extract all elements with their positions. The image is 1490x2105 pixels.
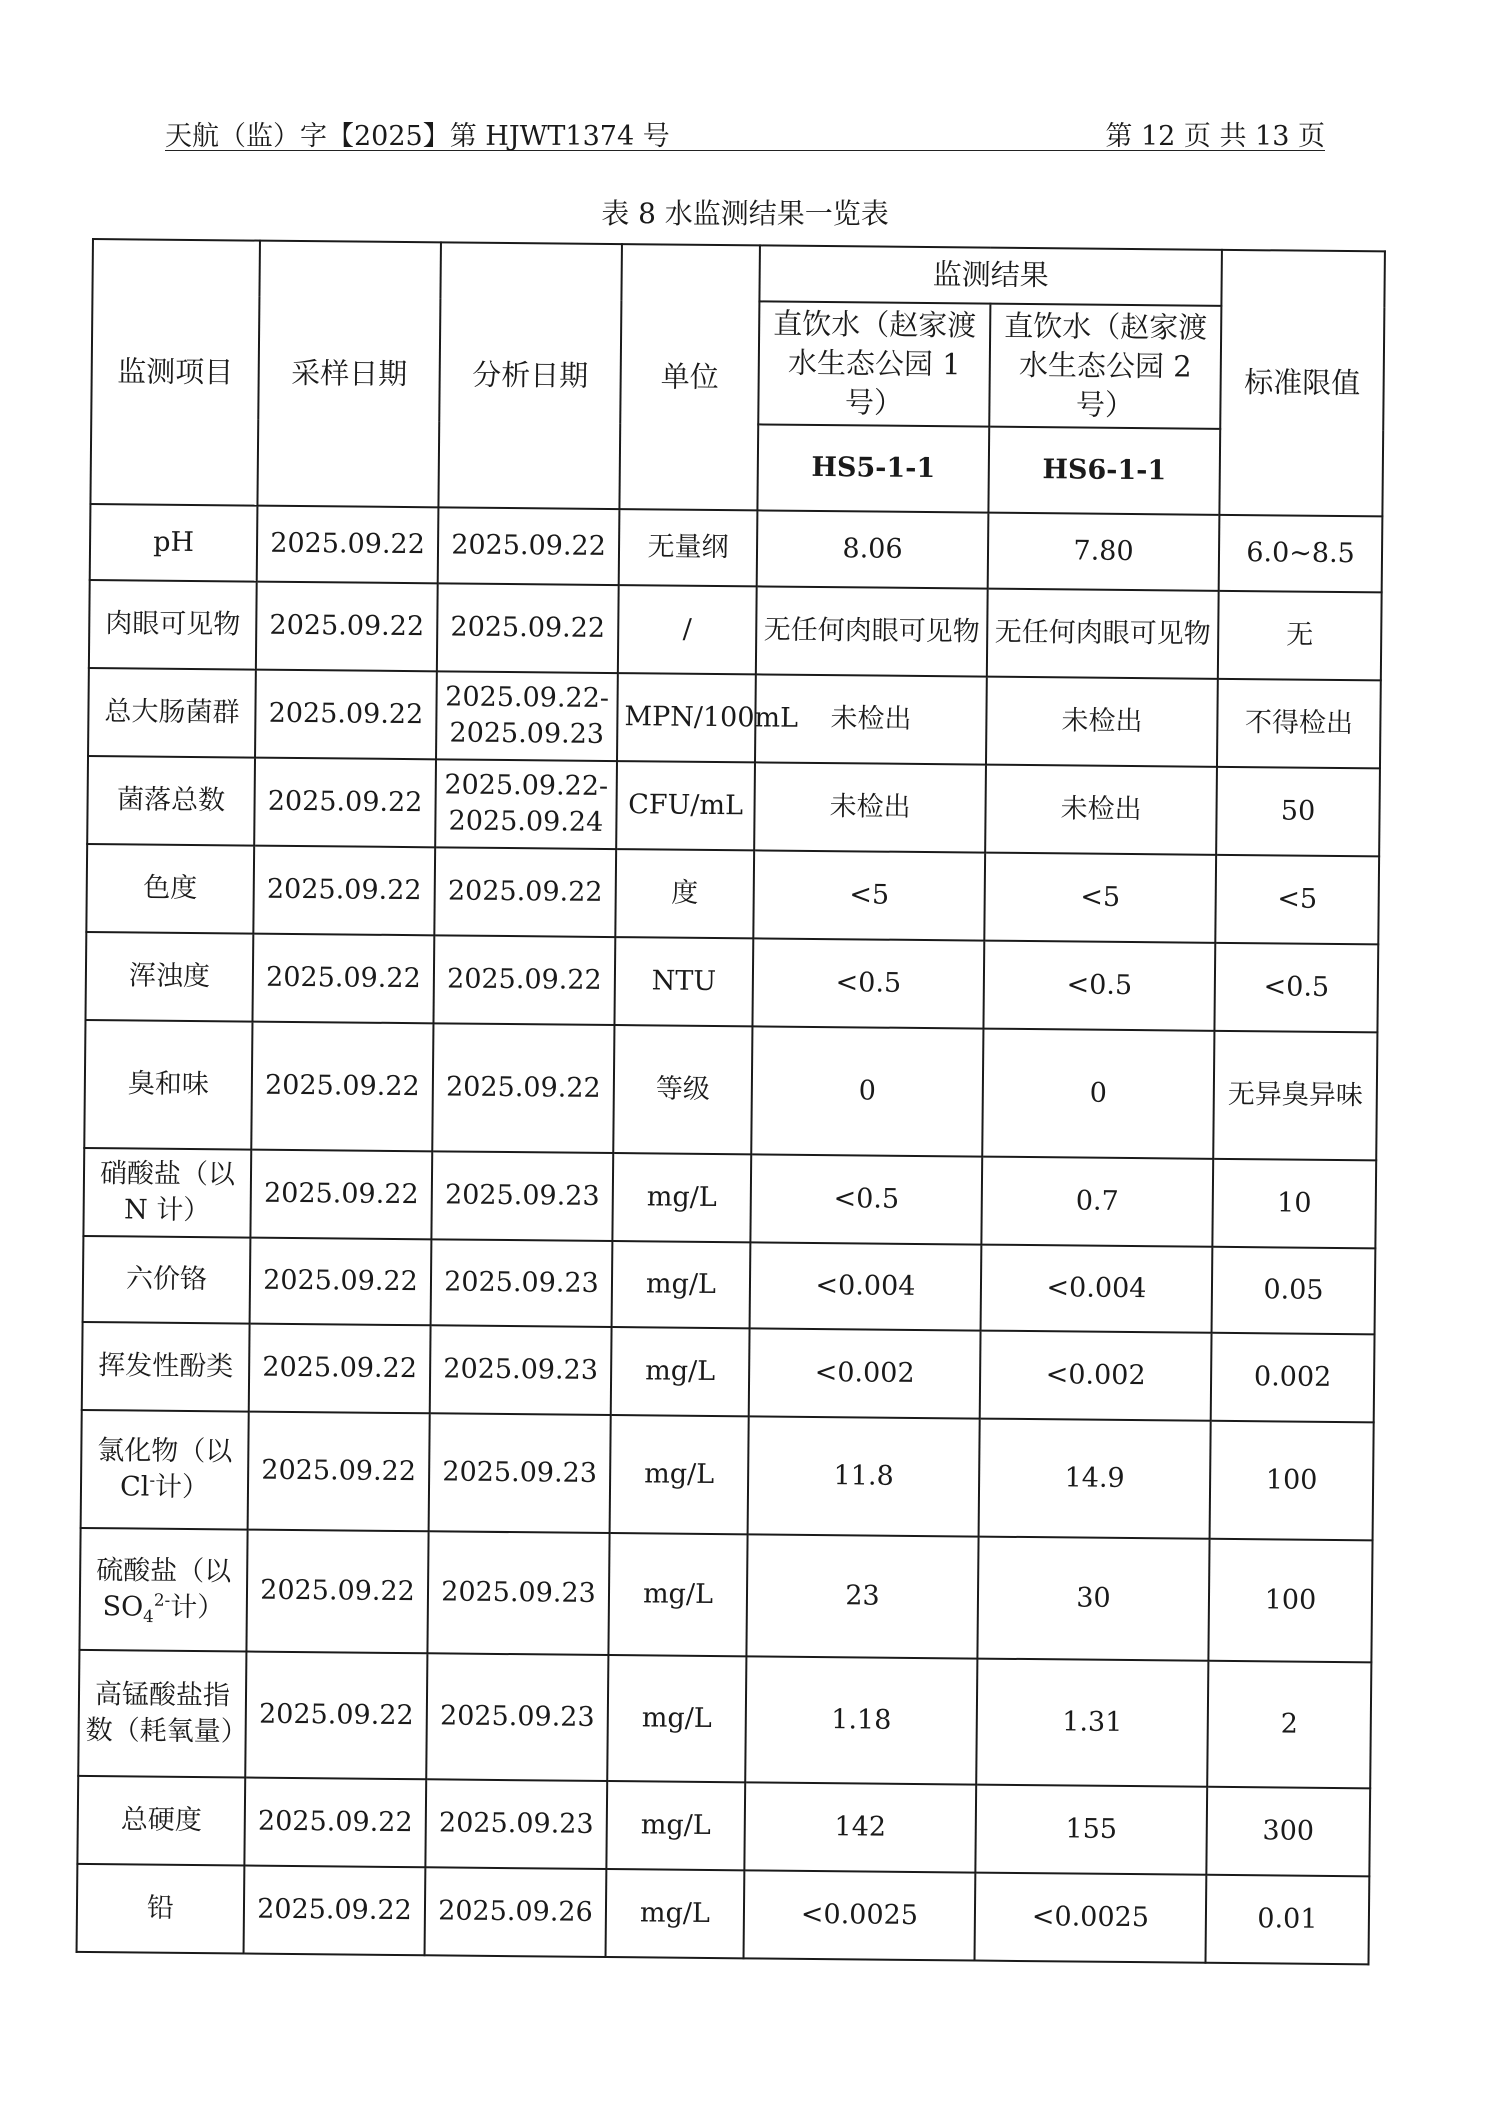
header-unit: 单位: [619, 244, 760, 511]
cell-item: [79, 1528, 247, 1652]
cell-value-2: <5: [984, 853, 1216, 943]
table-row: [77, 1864, 1370, 1964]
cell-unit: mg/L: [612, 1241, 751, 1328]
table-row: [83, 1148, 1376, 1248]
report-number: 天航（监）字【2025】第 HJWT1374 号: [165, 121, 670, 152]
cell-limit: 不得检出: [1217, 679, 1381, 769]
cell-item: 高锰酸盐指数（耗氧量）: [78, 1650, 246, 1778]
cell-value-2: 155: [975, 1785, 1207, 1875]
table-row: [87, 756, 1380, 856]
cell-sample-date: 2025.09.22: [257, 506, 439, 584]
table-row: [85, 932, 1378, 1032]
cell-value-2: 未检出: [985, 765, 1217, 855]
table-row: [90, 504, 1383, 592]
cell-sample-date: 2025.09.22: [253, 846, 435, 936]
cell-value-1: 1.18: [745, 1657, 977, 1785]
cell-analysis-date: 2025.09.23: [431, 1240, 613, 1328]
cell-item: 臭和味: [84, 1020, 252, 1150]
cell-unit: NTU: [614, 937, 753, 1026]
water-monitoring-results-table: [76, 238, 1386, 1966]
cell-sample-date: 2025.09.22: [251, 1022, 433, 1152]
cell-sample-date: 2025.09.22: [248, 1412, 430, 1532]
header-site-2: 直饮水（赵家渡水生态公园 2 号）: [989, 304, 1221, 430]
cell-unit: 无量纲: [619, 509, 758, 586]
table-row: [79, 1528, 1372, 1662]
cell-analysis-date: 2025.09.22: [433, 936, 615, 1026]
header-sample-date: 采样日期: [257, 241, 441, 508]
cell-value-2: 0: [982, 1029, 1214, 1159]
cell-sample-date: 2025.09.22: [256, 582, 438, 672]
cell-unit: /: [618, 585, 757, 674]
cell-sample-date: 2025.09.22: [244, 1866, 426, 1956]
cell-analysis-date: 2025.09.23: [429, 1414, 611, 1534]
item-text: 氯化物（以 Cl: [97, 1435, 233, 1504]
cell-value-1: 142: [744, 1783, 976, 1873]
cell-limit: 2: [1207, 1661, 1371, 1789]
cell-value-2: 30: [977, 1537, 1209, 1661]
cell-value-2: 1.31: [976, 1659, 1208, 1787]
item-superscript: -: [149, 1470, 156, 1491]
cell-limit: <0.5: [1214, 943, 1378, 1033]
table-row: [89, 580, 1382, 680]
cell-value-2: 未检出: [986, 677, 1218, 767]
cell-limit: 100: [1210, 1421, 1374, 1541]
cell-unit: mg/L: [611, 1327, 750, 1416]
cell-limit: 0.002: [1211, 1333, 1375, 1423]
cell-sample-date: 2025.09.22: [254, 758, 436, 848]
cell-value-1: 未检出: [754, 763, 986, 853]
cell-value-1: <5: [753, 851, 985, 941]
item-text-end: 计）: [170, 1592, 225, 1624]
item-text-end: 计）: [154, 1472, 210, 1504]
cell-sample-date: 2025.09.22: [250, 1238, 432, 1326]
page-number: 第 12 页 共 13 页: [1105, 121, 1325, 152]
cell-analysis-date: 2025.09.22: [437, 584, 619, 674]
cell-limit: <5: [1215, 855, 1379, 945]
cell-sample-date: 2025.09.22: [252, 934, 434, 1024]
item-subscript: 4: [143, 1606, 154, 1627]
cell-value-2: 7.80: [988, 513, 1220, 591]
cell-value-1: 23: [746, 1535, 978, 1659]
cell-unit: 等级: [613, 1025, 752, 1154]
cell-limit: 0.05: [1212, 1247, 1376, 1335]
cell-item: pH: [90, 504, 258, 582]
cell-item: 色度: [86, 844, 254, 934]
cell-limit: 50: [1216, 767, 1380, 857]
cell-analysis-date: 2025.09.22-2025.09.23: [436, 672, 618, 762]
cell-value-2: <0.0025: [975, 1873, 1207, 1963]
cell-limit: 无: [1218, 591, 1382, 681]
table-row: [77, 1776, 1370, 1876]
cell-limit: 300: [1206, 1787, 1370, 1877]
header-item: 监测项目: [90, 239, 260, 506]
cell-unit: CFU/mL: [616, 761, 755, 850]
cell-analysis-date: 2025.09.23: [430, 1326, 612, 1416]
cell-value-1: 8.06: [757, 511, 989, 589]
header-results: 监测结果: [759, 245, 1222, 305]
cell-unit: mg/L: [607, 1655, 746, 1782]
cell-limit: 0.01: [1206, 1875, 1370, 1965]
table-row: [83, 1236, 1376, 1334]
table-row: [86, 844, 1379, 944]
cell-item: 肉眼可见物: [89, 580, 257, 670]
cell-limit: 100: [1208, 1539, 1372, 1663]
header-code-1: HS5-1-1: [757, 425, 989, 513]
cell-sample-date: 2025.09.22: [249, 1324, 431, 1414]
cell-unit: mg/L: [608, 1533, 747, 1656]
cell-limit: 无异臭异味: [1213, 1031, 1377, 1161]
cell-unit: mg/L: [606, 1781, 745, 1870]
item-superscript: 2-: [153, 1590, 171, 1611]
cell-item: 总大肠菌群: [88, 668, 256, 758]
cell-analysis-date: 2025.09.23: [427, 1532, 609, 1656]
cell-unit: 度: [615, 849, 754, 938]
table-row: [84, 1020, 1377, 1160]
cell-unit: mg/L: [612, 1153, 751, 1242]
cell-value-2: <0.002: [980, 1331, 1212, 1421]
table-row: [82, 1322, 1375, 1422]
cell-value-1: 0: [751, 1027, 983, 1157]
cell-item: 铅: [77, 1864, 245, 1954]
cell-item: 总硬度: [77, 1776, 245, 1866]
cell-analysis-date: 2025.09.26: [425, 1868, 607, 1958]
cell-value-1: <0.5: [750, 1155, 982, 1245]
header-limit: 标准限值: [1219, 250, 1385, 517]
cell-value-1: 无任何肉眼可见物: [756, 587, 988, 677]
cell-sample-date: 2025.09.22: [244, 1778, 426, 1868]
cell-item: 六价铬: [83, 1236, 251, 1324]
cell-item: [81, 1410, 249, 1530]
cell-analysis-date: 2025.09.22: [438, 508, 620, 586]
cell-value-1: 未检出: [755, 675, 987, 765]
cell-analysis-date: 2025.09.23: [425, 1780, 607, 1870]
cell-value-1: <0.0025: [744, 1871, 976, 1961]
header-analysis-date: 分析日期: [438, 242, 622, 509]
page-header: [165, 110, 1325, 151]
table-row: [81, 1410, 1374, 1540]
cell-unit: mg/L: [610, 1415, 749, 1534]
cell-value-2: 无任何肉眼可见物: [987, 589, 1219, 679]
item-text: 硫酸盐（以 SO: [96, 1555, 232, 1623]
cell-limit: 6.0~8.5: [1219, 515, 1383, 593]
cell-sample-date: 2025.09.22: [246, 1530, 428, 1654]
cell-item: 浑浊度: [85, 932, 253, 1022]
cell-sample-date: 2025.09.22: [245, 1652, 427, 1780]
cell-value-2: <0.004: [981, 1245, 1213, 1333]
cell-value-1: <0.004: [750, 1243, 982, 1331]
table-caption: 表 8 水监测结果一览表: [601, 197, 889, 230]
cell-value-2: 0.7: [981, 1157, 1213, 1247]
cell-item: 菌落总数: [87, 756, 255, 846]
cell-analysis-date: 2025.09.22: [434, 848, 616, 938]
cell-unit: MPN/100mL: [617, 673, 756, 762]
cell-value-1: <0.002: [749, 1329, 981, 1419]
table-row: [78, 1650, 1371, 1788]
cell-sample-date: 2025.09.22: [255, 670, 437, 760]
cell-analysis-date: 2025.09.22: [432, 1024, 614, 1154]
cell-limit: 10: [1212, 1159, 1376, 1249]
table-row: [88, 668, 1381, 768]
cell-analysis-date: 2025.09.23: [431, 1152, 613, 1242]
cell-unit: mg/L: [606, 1869, 745, 1958]
cell-value-1: 11.8: [748, 1417, 980, 1537]
cell-value-2: <0.5: [983, 941, 1215, 1031]
cell-analysis-date: 2025.09.23: [426, 1654, 608, 1782]
header-site-1: 直饮水（赵家渡水生态公园 1 号）: [758, 301, 990, 427]
cell-value-1: <0.5: [752, 939, 984, 1029]
header-code-2: HS6-1-1: [988, 427, 1220, 515]
cell-item: 硝酸盐（以 N 计）: [83, 1148, 251, 1238]
cell-item: 挥发性酚类: [82, 1322, 250, 1412]
cell-sample-date: 2025.09.22: [250, 1150, 432, 1240]
cell-value-2: 14.9: [979, 1419, 1211, 1539]
cell-analysis-date: 2025.09.22-2025.09.24: [435, 760, 617, 850]
